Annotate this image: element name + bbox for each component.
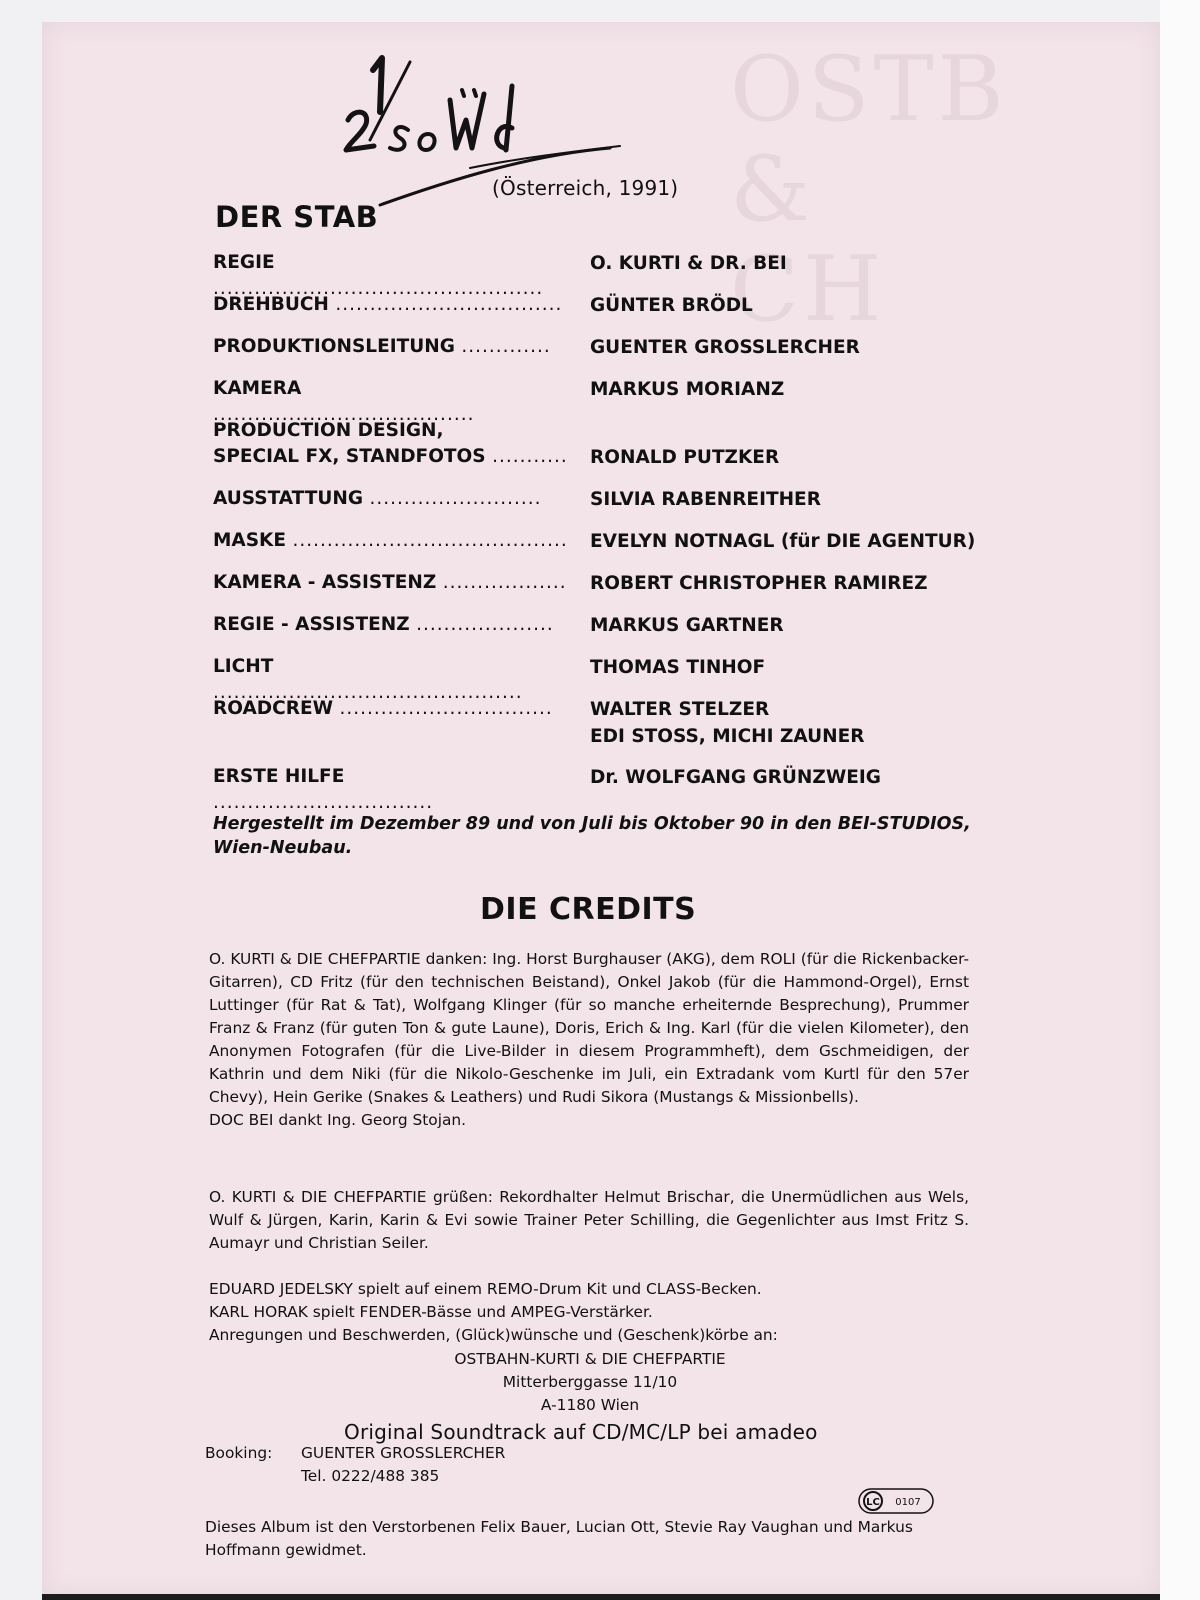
- booking-phone: Tel. 0222/488 385: [301, 1467, 440, 1485]
- page-margin: [1160, 0, 1200, 1600]
- staff-name: MARKUS MORIANZ: [590, 379, 785, 400]
- staff-name: THOMAS TINHOF: [590, 657, 766, 678]
- greetings-paragraph: O. KURTI & DIE CHEFPARTIE grüßen: Rekordhalter Helmut Brischar, die Unermüdlichen aus Wels, Wulf & Jürgen, Karin, Karin & Evi sowie Trainer Peter Schilling, die Gegenlichter aus Imst Fritz S. Aumayr und Christian Seiler.: [209, 1188, 969, 1252]
- address-city: A-1180 Wien: [540, 1396, 640, 1414]
- label-code: 0107: [895, 1497, 921, 1508]
- staff-role: KAMERA - ASSISTENZ: [213, 572, 437, 593]
- dot-leader: ................................: [213, 792, 434, 813]
- staff-name: GUENTER GROSSLERCHER: [590, 337, 860, 358]
- label-code-logo: [858, 1488, 934, 1514]
- production-year: (Österreich, 1991): [492, 176, 679, 200]
- show-through-print: OSTB & CH: [730, 37, 1008, 342]
- soundtrack-line: Original Soundtrack auf CD/MC/LP bei amadeo: [344, 1420, 818, 1444]
- staff-name-line2: EDI STOSS, MICHI ZAUNER: [590, 726, 865, 747]
- dedication: Dieses Album ist den Verstorbenen Felix Bauer, Lucian Ott, Stevie Ray Vaughan und Markus Hoffmann gewidmet.: [205, 1518, 913, 1559]
- booking-label: Booking:: [205, 1444, 273, 1462]
- staff-role: ERSTE HILFE: [213, 766, 345, 787]
- staff-name: Dr. WOLFGANG GRÜNZWEIG: [590, 767, 881, 788]
- staff-role: PRODUKTIONSLEITUNG: [213, 336, 455, 357]
- staff-name: RONALD PUTZKER: [590, 447, 780, 468]
- staff-role: AUSSTATTUNG: [213, 488, 364, 509]
- contact-line: Anregungen und Beschwerden, (Glück)wünsche und (Geschenk)körbe an:: [209, 1326, 778, 1344]
- staff-name: O. KURTI & DR. BEI: [590, 253, 787, 274]
- dot-leader: ......................................: [213, 404, 475, 425]
- staff-heading: DER STAB: [215, 200, 379, 234]
- dot-leader: ................................................: [213, 278, 544, 299]
- svg-text:LC: LC: [866, 1497, 880, 1508]
- dot-leader: ...........: [492, 446, 568, 467]
- dot-leader: .............: [461, 336, 551, 357]
- thanks-paragraph: [209, 948, 969, 1132]
- staff-role-line1: PRODUCTION DESIGN,: [213, 420, 444, 441]
- staff-role: MASKE: [213, 530, 287, 551]
- staff-role: SPECIAL FX, STANDFOTOS: [213, 446, 486, 467]
- address-name: OSTBAHN-KURTI & DIE CHEFPARTIE: [454, 1350, 726, 1368]
- dot-leader: .............................................: [213, 682, 523, 703]
- staff-role: DREHBUCH: [213, 294, 329, 315]
- staff-name: GÜNTER BRÖDL: [590, 295, 753, 316]
- dot-leader: .................................: [335, 294, 563, 315]
- logo-text: 1/2 so wüd: [340, 50, 346, 51]
- dot-leader: ....................: [416, 614, 554, 635]
- credits-heading: DIE CREDITS: [480, 892, 697, 927]
- dot-leader: ..................: [442, 572, 567, 593]
- staff-role: LICHT: [213, 656, 274, 677]
- equipment-bass: KARL HORAK spielt FENDER-Bässe und AMPEG-Verstärker.: [209, 1303, 653, 1321]
- staff-role: ROADCREW: [213, 698, 334, 719]
- staff-name: WALTER STELZER: [590, 699, 770, 720]
- staff-role: REGIE: [213, 252, 275, 273]
- equipment-drums: EDUARD JEDELSKY spielt auf einem REMO-Drum Kit und CLASS-Becken.: [209, 1280, 762, 1298]
- staff-role: KAMERA: [213, 378, 302, 399]
- page-bottom-edge: [42, 1594, 1160, 1600]
- production-note: Hergestellt im Dezember 89 und von Juli bis Oktober 90 in den BEI-STUDIOS, Wien-Neubau.: [213, 814, 971, 858]
- staff-role: REGIE - ASSISTENZ: [213, 614, 410, 635]
- thanks-text: O. KURTI & DIE CHEFPARTIE danken: Ing. Horst Burghauser (AKG), dem ROLI (für die Rickenbacker-Gitarren), CD Fritz (für den technischen Beistand), Onkel Jakob (für die Hammond-Orgel), Ernst Luttinger (für Rat & Tat), Wolfgang Klinger (für so manche erheiternde Besprechung), Prummer Franz & Franz (für guten Ton & gute Laune), Doris, Erich & Ing. Karl (für die vielen Kilometer), den Anonymen Fotografen (für die Live-Bilder in diesem Programmheft), dem Gschmeidigen, der Kathrin und dem Niki (für die Nikolo-Geschenke im Juli, ein Extradank vom Kurtl für den 57er Chevy), Hein Gerike (Snakes & Leathers) und Rudi Sikora (Mustangs & Missionbells).: [209, 950, 969, 1106]
- equipment-block: [209, 1278, 969, 1347]
- staff-name: EVELYN NOTNAGL (für DIE AGENTUR): [590, 531, 976, 552]
- staff-name: ROBERT CHRISTOPHER RAMIREZ: [590, 573, 928, 594]
- staff-name: SILVIA RABENREITHER: [590, 489, 821, 510]
- dot-leader: .........................: [369, 488, 542, 509]
- booking-name: GUENTER GROSSLERCHER: [301, 1444, 506, 1462]
- doc-bei-thanks: DOC BEI dankt Ing. Georg Stojan.: [209, 1111, 467, 1129]
- address-street: Mitterberggasse 11/10: [502, 1373, 678, 1391]
- staff-name: MARKUS GARTNER: [590, 615, 784, 636]
- dot-leader: ...............................: [339, 698, 553, 719]
- dot-leader: ........................................: [292, 530, 568, 551]
- booking-block: [205, 1442, 505, 1488]
